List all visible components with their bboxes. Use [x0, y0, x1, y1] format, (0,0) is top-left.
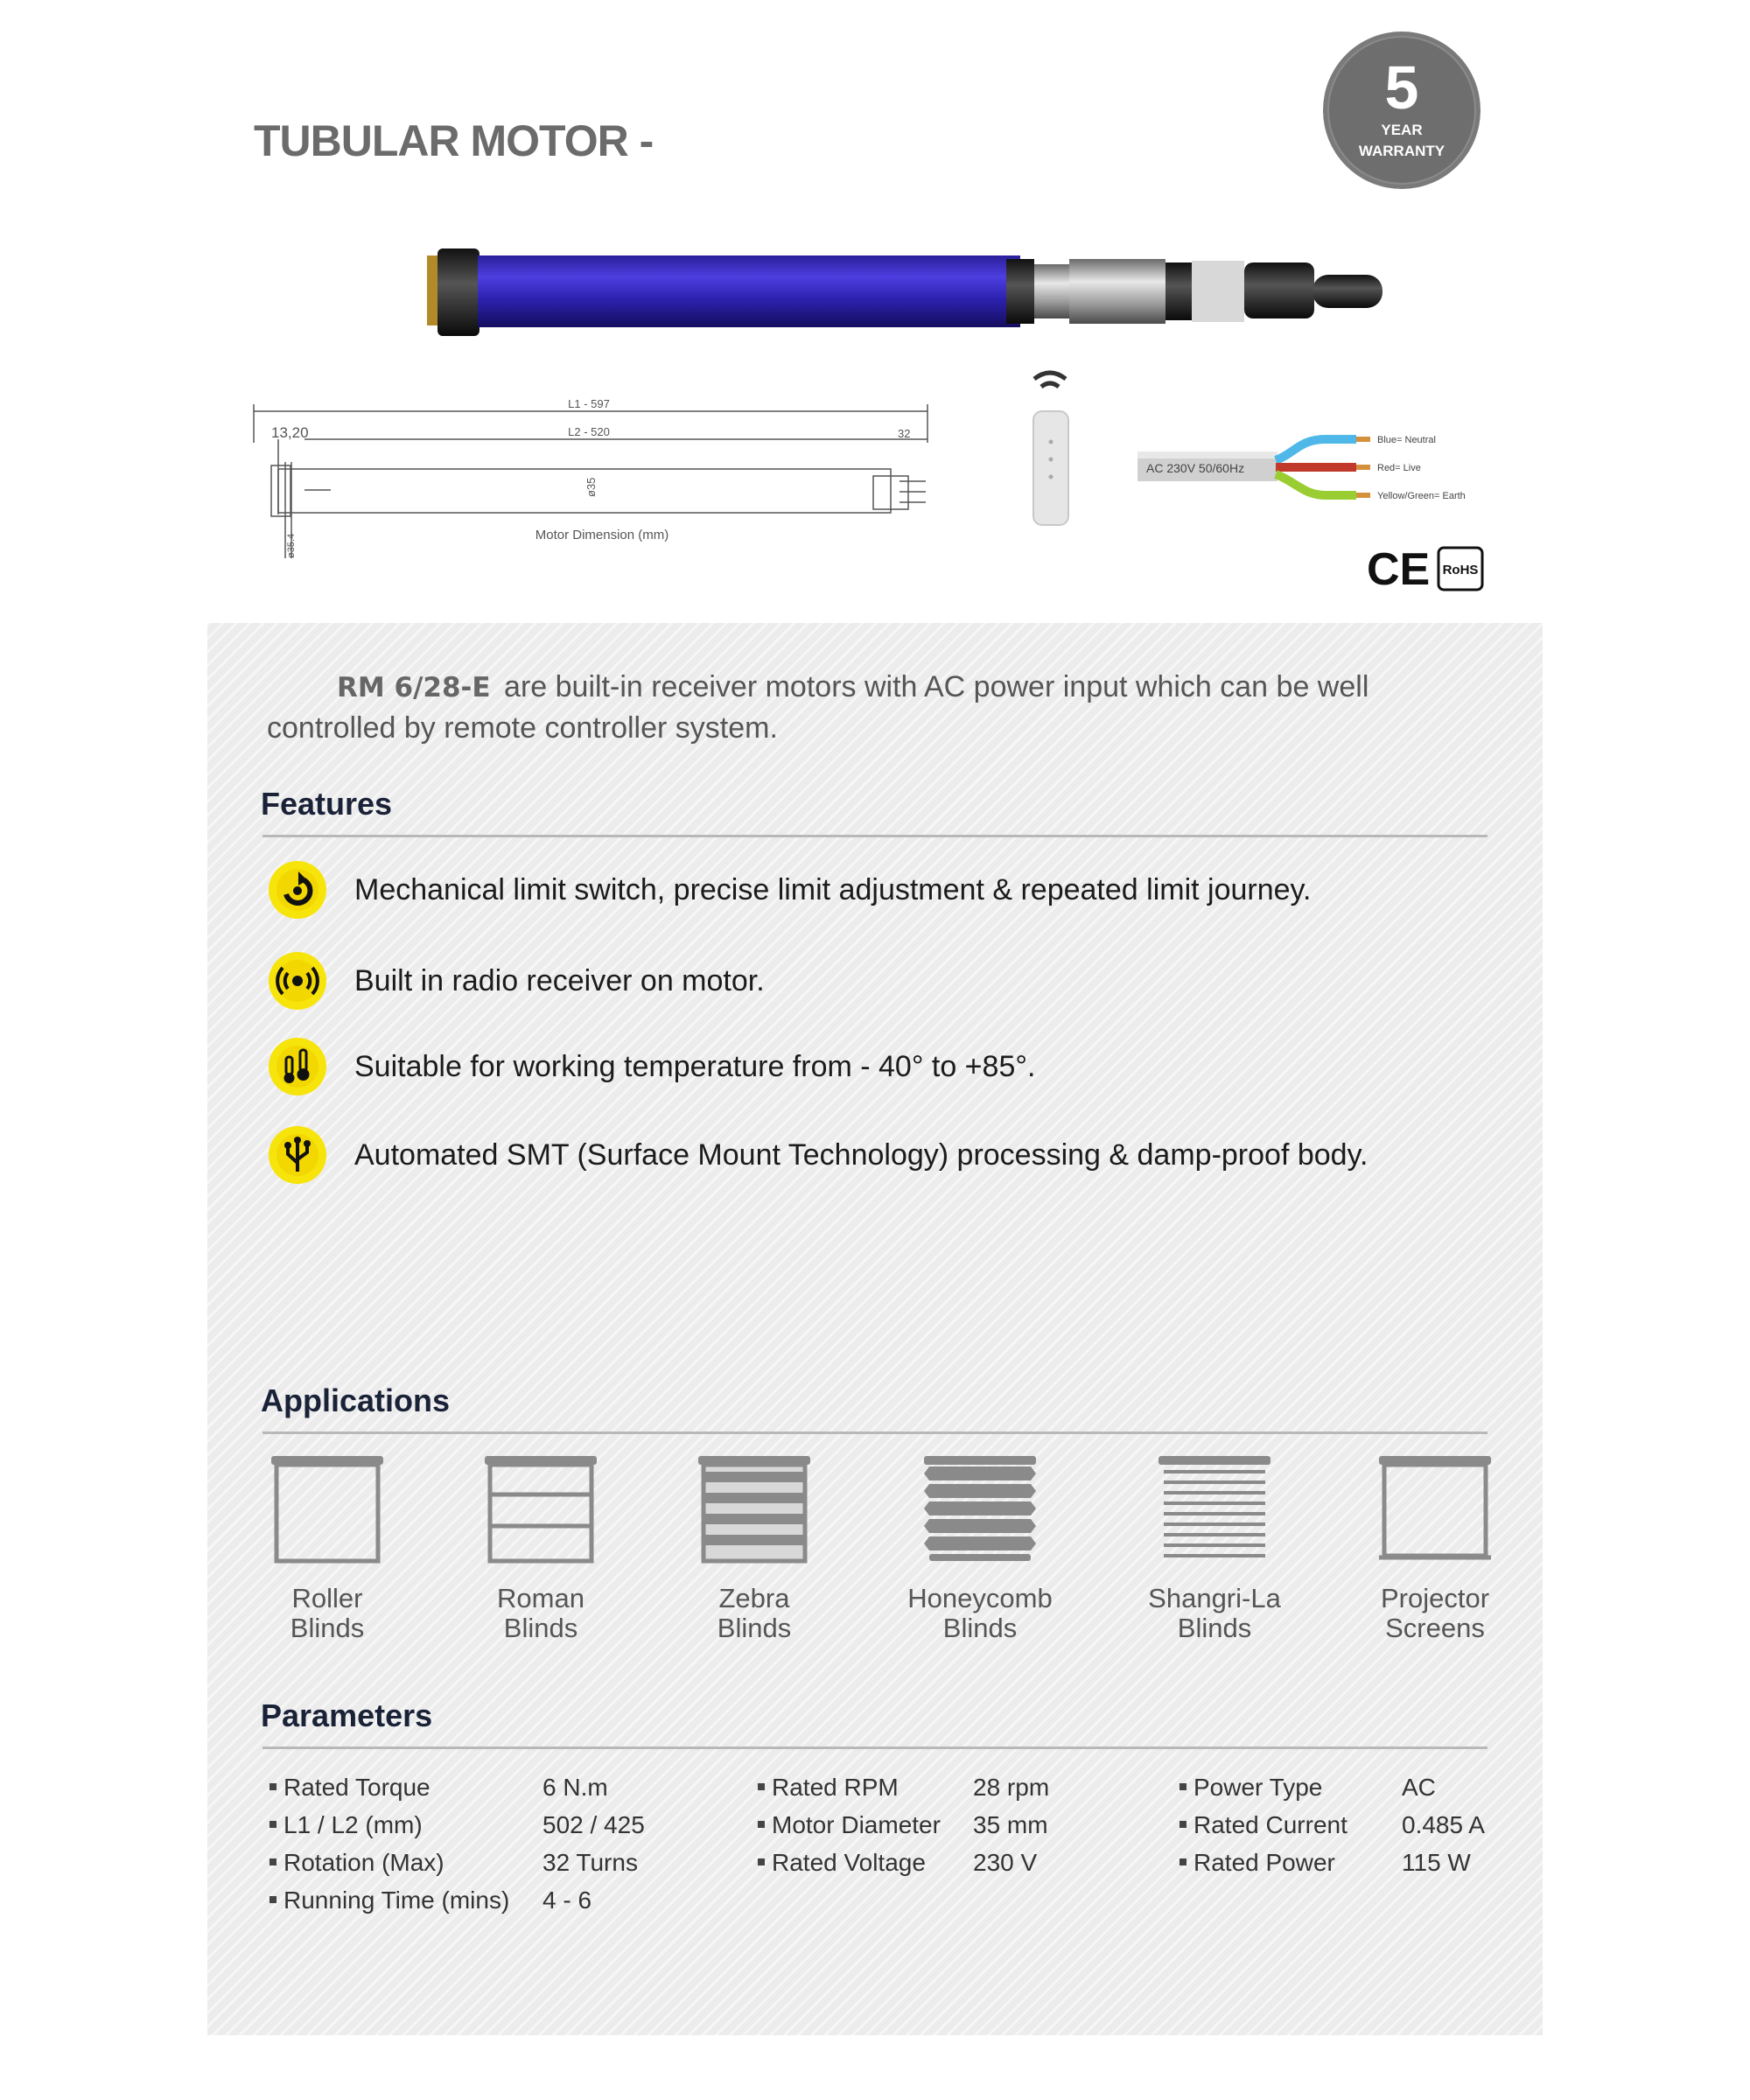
param-label: Motor Diameter: [758, 1811, 941, 1839]
limit-switch-icon: [267, 859, 328, 920]
warranty-line2: WARRANTY: [1358, 143, 1446, 159]
dimension-l1: L1 - 597: [568, 397, 610, 410]
param-label: Rated Power: [1180, 1849, 1335, 1877]
param-value: 115 W: [1402, 1849, 1471, 1876]
thermometer-icon: [267, 1036, 328, 1097]
feature-item: [267, 1123, 1368, 1187]
cable-label: AC 230V 50/60Hz: [1146, 461, 1245, 475]
roman-blind-icon: [480, 1452, 602, 1566]
param-value: 6 N.m: [542, 1774, 608, 1801]
param-label: Power Type: [1180, 1774, 1322, 1802]
power-cable-diagram: [1138, 427, 1488, 514]
application-label: Zebra Blinds: [717, 1583, 792, 1643]
param-value: 4 - 6: [542, 1886, 592, 1914]
application-label: Shangri-La Blinds: [1148, 1583, 1281, 1643]
application-item: [901, 1452, 1059, 1643]
features-divider: [262, 835, 1488, 837]
intro-paragraph: [267, 667, 1492, 748]
projector-screen-icon: [1374, 1452, 1496, 1566]
param-value: 35 mm: [973, 1811, 1048, 1838]
wire-label-red: Red= Live: [1377, 463, 1421, 473]
rohs-mark: RoHS: [1442, 563, 1479, 578]
param-value: 502 / 425: [542, 1811, 645, 1838]
roller-blind-icon: [266, 1452, 388, 1566]
feature-text: Suitable for working temperature from - 40° to +85°.: [354, 1049, 1036, 1083]
tubular-motor-image: [411, 236, 1426, 350]
ce-mark: CE: [1367, 544, 1431, 595]
param-label: Rated Torque: [270, 1774, 430, 1802]
application-item: [248, 1452, 406, 1643]
dimension-l2: L2 - 520: [568, 425, 610, 438]
param-value: 32 Turns: [542, 1849, 638, 1876]
features-heading: Features: [261, 786, 393, 822]
wifi-icon: [1034, 373, 1066, 379]
wire-label-yellow-green: Yellow/Green= Earth: [1377, 491, 1466, 501]
circuit-icon: [267, 1124, 328, 1186]
warranty-line1: YEAR: [1381, 122, 1423, 138]
param-value: 28 rpm: [973, 1774, 1050, 1801]
feature-text: Automated SMT (Surface Mount Technology) processing & damp-proof body.: [354, 1138, 1368, 1172]
parameters-heading: Parameters: [261, 1698, 433, 1733]
applications-heading: Applications: [261, 1382, 451, 1418]
feature-text: Mechanical limit switch, precise limit adjustment & repeated limit journey.: [354, 872, 1312, 906]
application-item: [1136, 1452, 1293, 1643]
param-label: Rated Voltage: [758, 1849, 926, 1877]
dimension-diameter: ø35: [584, 477, 598, 497]
application-label: Roman Blinds: [497, 1583, 584, 1643]
remote-controller-image: [1024, 363, 1076, 534]
application-item: [676, 1452, 833, 1643]
warranty-badge: [1320, 28, 1484, 192]
zebra-blind-icon: [693, 1452, 816, 1566]
application-label: Roller Blinds: [290, 1583, 365, 1643]
param-label: Running Time (mins): [270, 1886, 509, 1914]
param-value: AC: [1402, 1774, 1436, 1801]
feature-item: [267, 948, 765, 1013]
param-value: 0.485 A: [1402, 1811, 1485, 1838]
feature-item: [267, 858, 1311, 922]
param-label: Rated Current: [1180, 1811, 1348, 1839]
certification-marks: [1365, 542, 1488, 595]
application-item: [462, 1452, 620, 1643]
feature-item: [267, 1034, 1035, 1099]
feature-text: Built in radio receiver on motor.: [354, 963, 765, 998]
motor-dimension-drawing: [252, 392, 934, 567]
wire-label-blue: Blue= Neutral: [1377, 435, 1436, 445]
model-name: RM 6/28-E: [337, 672, 491, 704]
param-label: Rated RPM: [758, 1774, 899, 1802]
param-value: 230 V: [973, 1849, 1038, 1876]
page-title: TUBULAR MOTOR -: [254, 116, 654, 165]
warranty-years: 5: [1384, 53, 1419, 122]
param-label: L1 / L2 (mm): [270, 1811, 423, 1839]
application-label: Projector Screens: [1380, 1583, 1490, 1643]
dimension-caption: Motor Dimension (mm): [535, 528, 669, 542]
param-label: Rotation (Max): [270, 1849, 444, 1877]
application-label: Honeycomb Blinds: [907, 1583, 1053, 1643]
intro-text: are built-in receiver motors with AC power input which can be well controlled by remote controller system.: [267, 670, 1369, 745]
dimension-small-diameter: ø35.4: [286, 533, 297, 558]
applications-divider: [262, 1432, 1488, 1434]
parameters-divider: [262, 1746, 1488, 1749]
application-item: [1356, 1452, 1514, 1643]
honeycomb-blind-icon: [919, 1452, 1041, 1566]
dimension-right-offset: 32: [898, 427, 911, 440]
dimension-left-offset: 13,20: [271, 424, 309, 441]
shangri-la-blind-icon: [1153, 1452, 1276, 1566]
radio-receiver-icon: [267, 950, 328, 1012]
